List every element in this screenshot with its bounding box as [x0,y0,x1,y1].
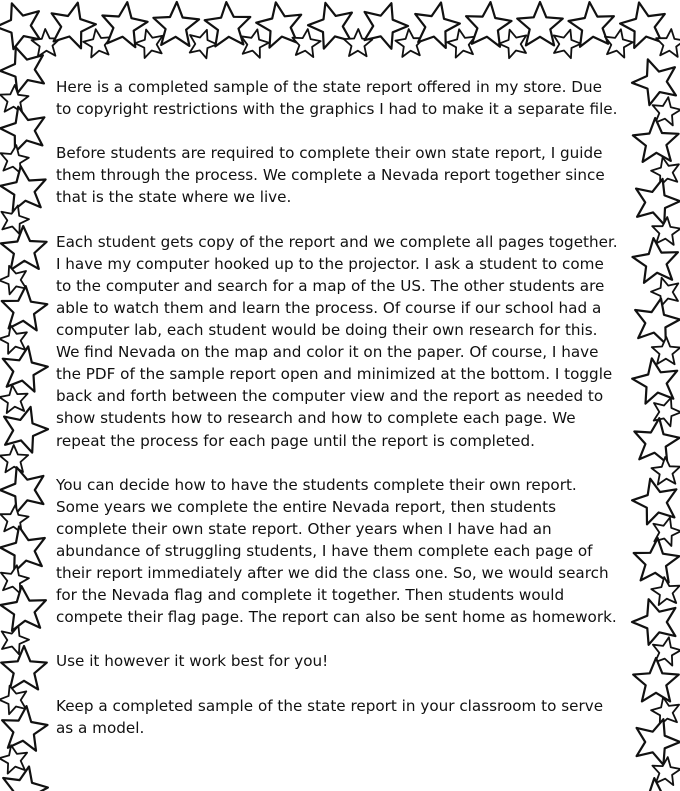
text-line: for the Nevada flag and complete it together. Then students would [56,586,565,605]
outline-star-icon [605,29,633,57]
striped-star-icon [0,527,45,572]
outline-star-icon [651,157,679,185]
striped-star-icon [637,719,680,765]
paragraph-keep [56,695,628,739]
striped-star-icon [0,166,45,211]
outline-star-icon [190,30,217,59]
report-note-text [56,76,628,761]
text-line: able to watch them and learn the process. Of course if our school had a [56,298,602,317]
outline-star-icon [395,29,423,57]
striped-star-icon [0,467,43,513]
striped-star-icon [635,299,680,344]
outline-star-icon [651,278,678,307]
text-line: I have my computer hooked up to the projector. I ask a student to come [56,254,604,273]
text-line: Here is a completed sample of the state report offered in my store. Due [56,78,602,96]
outline-star-icon [292,29,320,57]
text-line: the PDF of the sample report open and minimized at the bottom. I toggle [56,365,613,384]
outline-star-icon [652,337,680,364]
text-line: compete their flag page. The report can also be sent home as homework. [56,608,617,627]
outline-star-icon [656,29,680,57]
text-line: their report immediately after we did the class one. So, we would search [56,564,609,583]
outline-star-icon [499,30,526,59]
text-line: We find Nevada on the map and color it on the paper. Of course, I have [56,343,599,362]
text-line: back and forth between the computer view and the report as needed to [56,387,604,406]
text-line: You can decide how to have the students complete their own report. [56,475,577,494]
outline-star-icon [0,385,28,413]
striped-star-icon [4,407,48,453]
paragraph-options [56,474,628,629]
outline-star-icon [241,29,269,57]
striped-star-icon [466,2,511,47]
striped-star-icon [2,286,48,330]
outline-star-icon [652,217,680,245]
paragraph-use [56,650,628,672]
outline-star-icon [0,686,26,715]
text-line: show students how to research and how to complete each page. We [56,409,576,428]
outline-star-icon [1,145,29,173]
outline-star-icon [0,745,27,773]
striped-star-icon [636,179,680,225]
text-line: Use it however it work best for you! [56,652,329,671]
striped-star-icon [1,586,46,631]
text-line: Keep a completed sample of the state report in your classroom to serve [56,696,604,715]
outline-star-icon [0,85,29,113]
striped-star-icon [634,418,679,463]
text-line: computer lab, each student would be doing their own research for this. [56,321,598,340]
outline-star-icon [554,30,581,59]
striped-star-icon [1,646,47,689]
text-line: to the computer and search for a map of the US. The other students are [56,276,605,295]
paragraph-guide [56,142,628,208]
striped-star-icon [1,226,47,270]
outline-star-icon [651,697,679,725]
striped-star-icon [632,358,677,403]
striped-star-icon [0,107,44,153]
text-line: them through the process. We complete a Nevada report together since [56,166,605,185]
outline-star-icon [135,30,163,59]
text-line: Before students are required to complete their own state report, I guide [56,144,603,163]
text-line: Some years we complete the entire Nevada report, then students [56,497,557,516]
striped-star-icon [634,538,680,582]
paragraph-intro [56,76,628,120]
striped-star-icon [0,47,44,93]
text-line: as a model. [56,718,145,737]
striped-star-icon [633,238,678,283]
text-line: abundance of struggling students, I have them complete each page of [56,541,593,560]
outline-star-icon [0,505,28,533]
text-line: repeat the process for each page until the report is completed. [56,431,535,450]
outline-star-icon [652,457,680,485]
text-line: complete their own state report. Other years when I have had an [56,519,552,538]
text-line: that is the state where we live. [56,188,292,207]
outline-star-icon [0,325,27,353]
paragraph-process [56,231,628,452]
outline-star-icon [0,266,26,295]
text-line: to copyright restrictions with the graphics I had to make it a separate file. [56,100,618,119]
outline-star-icon [1,565,29,593]
outline-star-icon [651,577,679,605]
outline-star-icon [0,445,28,472]
text-line: Each student gets copy of the report and we complete all pages together. [56,232,618,251]
